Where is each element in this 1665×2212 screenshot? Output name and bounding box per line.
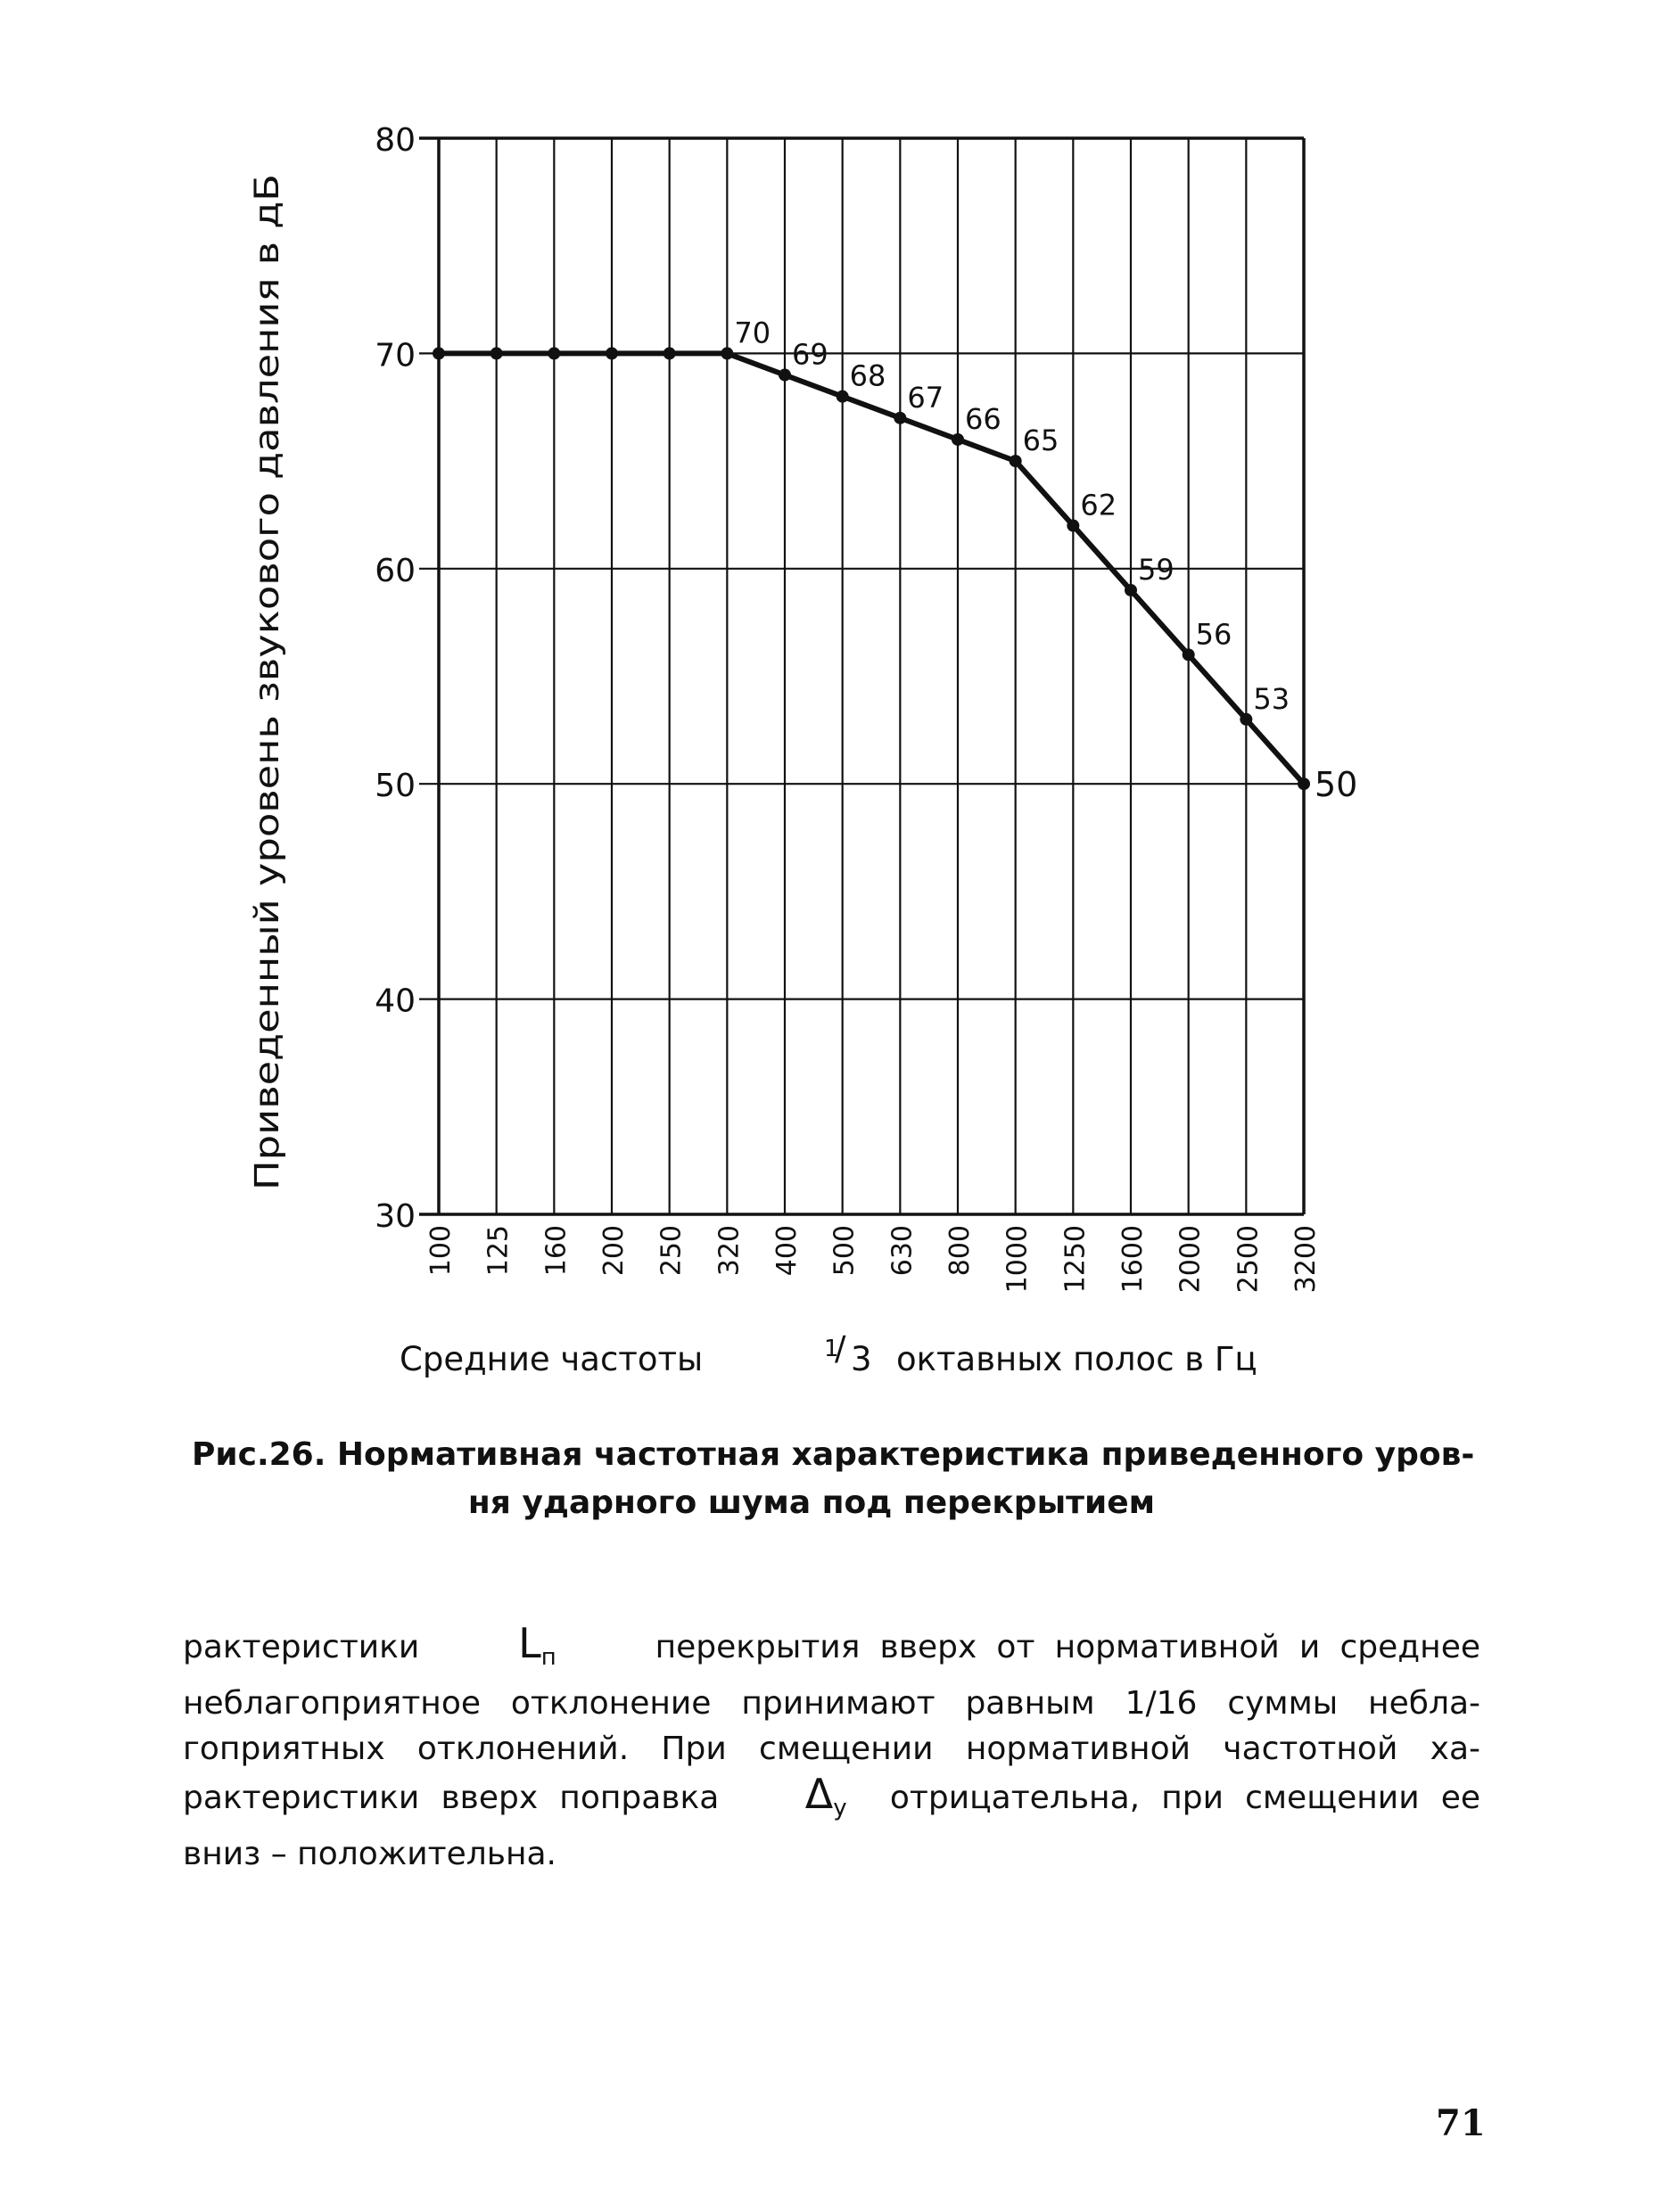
x-tick-400: 400: [771, 1225, 803, 1277]
y-axis-ticks: [375, 122, 416, 1235]
x-tick-1600: 1600: [1117, 1225, 1149, 1294]
figure-caption: [192, 1431, 1485, 1527]
x-axis-label-frac-bar: /: [835, 1329, 846, 1368]
x-axis-label-frac-num: 1: [824, 1336, 839, 1362]
data-point-1000: [1010, 455, 1022, 467]
body-line-4: рактеристики вверх поправка $\Delta_у$ отрицательна, при смещении ее: [183, 1770, 1480, 1821]
body-line-1: рактеристики $L_п$ перекрытия вверх от нормативной и среднее: [183, 1619, 1480, 1671]
data-point-160: [548, 347, 560, 359]
point-label-320: 70: [734, 316, 771, 350]
data-point-1600: [1125, 584, 1137, 596]
x-tick-1250: 1250: [1059, 1225, 1092, 1294]
caption-line-2: ня ударного шума под перекрытием: [467, 1484, 1156, 1521]
data-point-1250: [1067, 520, 1079, 532]
body-line-3: гоприятных отклонений. При смещении нормативной частотной ха-: [183, 1731, 1480, 1767]
x-axis-label-tail: октавных полос в Гц: [896, 1340, 1257, 1378]
x-tick-160: 160: [540, 1225, 573, 1277]
data-point-100: [433, 347, 445, 359]
x-axis-label-frac-den: 3: [851, 1340, 872, 1378]
point-label-1600: 59: [1138, 552, 1175, 587]
point-label-800: 66: [965, 401, 1001, 436]
y-tick-70: 70: [375, 337, 416, 374]
body-line-5: вниз – положительна.: [183, 1836, 556, 1872]
point-label-500: 68: [849, 358, 886, 393]
x-tick-630: 630: [886, 1225, 919, 1277]
page-number: 71: [1436, 2102, 1486, 2144]
point-label-3200: 50: [1315, 765, 1358, 805]
caption-line-1: Рис.26. Нормативная частотная характеристика приведенного уров-: [192, 1436, 1475, 1473]
x-tick-3200: 3200: [1290, 1225, 1322, 1294]
data-point-200: [606, 347, 618, 359]
y-axis-label: Приведенный уровень звукового давления в дБ: [248, 350, 286, 1190]
data-point-400: [779, 369, 791, 382]
point-label-1250: 62: [1080, 488, 1117, 522]
body-paragraph: [183, 1621, 1480, 1877]
y-tick-60: 60: [375, 552, 416, 589]
x-axis-label-main: Средние частоты: [400, 1340, 704, 1378]
x-tick-320: 320: [713, 1225, 746, 1277]
x-tick-125: 125: [482, 1225, 515, 1277]
data-point-2500: [1240, 713, 1252, 726]
y-tick-40: 40: [375, 983, 416, 1020]
symbol-delta: $\Delta_у$: [804, 1770, 847, 1821]
chart-grid: [419, 138, 1304, 1214]
data-point-2000: [1183, 648, 1195, 661]
y-tick-80: 80: [375, 122, 416, 159]
symbol-L: $L_п$: [518, 1619, 556, 1671]
y-tick-30: 30: [375, 1198, 416, 1235]
data-point-500: [837, 391, 849, 403]
x-tick-200: 200: [598, 1225, 630, 1277]
x-tick-2000: 2000: [1175, 1225, 1207, 1294]
x-tick-800: 800: [944, 1225, 976, 1277]
x-tick-500: 500: [828, 1225, 861, 1277]
data-point-800: [952, 433, 964, 446]
data-point-630: [894, 412, 906, 424]
point-label-2500: 53: [1253, 681, 1290, 716]
point-label-1000: 65: [1022, 423, 1059, 458]
point-label-630: 67: [907, 380, 944, 415]
x-tick-2500: 2500: [1232, 1225, 1265, 1294]
point-label-400: 69: [792, 337, 828, 372]
data-point-250: [664, 347, 676, 359]
x-tick-100: 100: [425, 1225, 457, 1277]
x-axis-label: [400, 1326, 1257, 1378]
data-point-320: [721, 347, 733, 359]
data-point-125: [490, 347, 503, 359]
body-line-2: неблагоприятное отклонение принимают равным 1/16 суммы небла-: [183, 1685, 1480, 1722]
x-axis-ticks: [425, 1225, 1322, 1293]
x-tick-250: 250: [655, 1225, 688, 1277]
y-tick-50: 50: [375, 768, 416, 805]
data-point-3200: [1298, 777, 1310, 790]
x-tick-1000: 1000: [1001, 1225, 1034, 1294]
point-label-2000: 56: [1195, 617, 1232, 652]
